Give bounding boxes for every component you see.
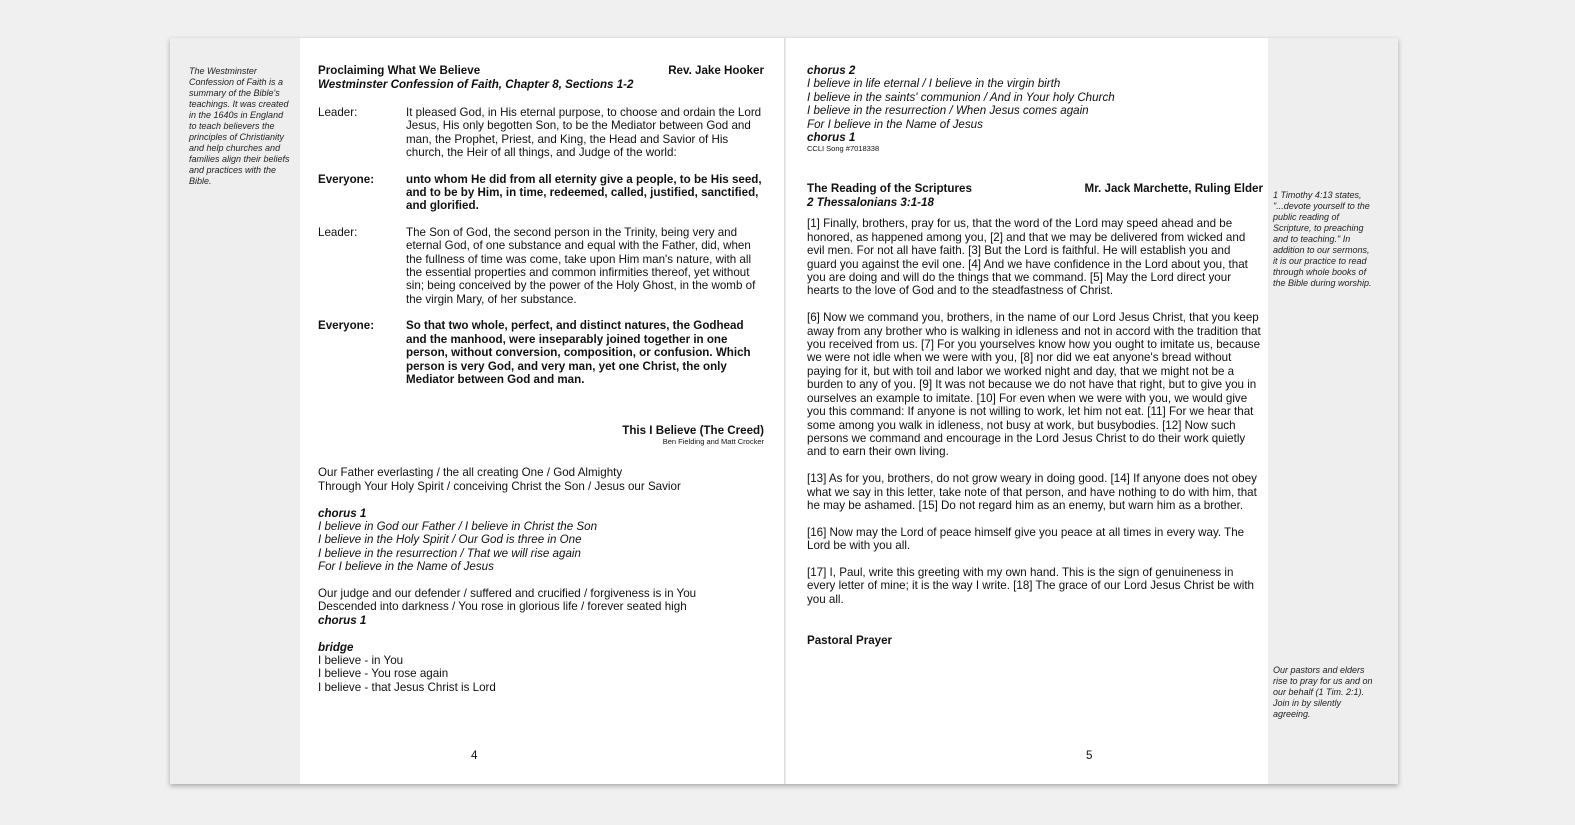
section-title: Proclaiming What We Believe bbox=[318, 64, 481, 77]
responsive-text: The Son of God, the second person in the Trinity, being very and eternal God, of one substance and equal with the Father, did, when the fullness of time was come, take upon Him man's nature, with all the essential properties and common infirmities thereof, yet without sin; being conceived by the power of the Holy Ghost, in the womb of the virgin Mary, of her substance. bbox=[406, 225, 756, 306]
scripture-paragraph: [16] Now may the Lord of peace himself give you peace at all times in every way. The Lord be with you all. bbox=[807, 525, 1245, 553]
responsive-item bbox=[318, 319, 764, 386]
lyric-line: I believe in the resurrection / When Jesus comes again bbox=[807, 104, 1089, 118]
section-heading bbox=[318, 64, 764, 78]
responsive-reading bbox=[318, 106, 764, 386]
lyric-line: I believe - that Jesus Christ is Lord bbox=[318, 680, 496, 694]
right-page bbox=[807, 64, 1263, 648]
responsive-text: So that two whole, perfect, and distinct natures, the Godhead and the manhood, were inseparably joined together in one person, without conversion, composition, or confusion. Which person is very God, and very man, yet one Christ, the only Mediator between God and man. bbox=[406, 319, 751, 386]
responsive-text: unto whom He did from all eternity give a people, to be His seed, and to be by Him, in time, redeemed, called, justified, sanctified, and glorified. bbox=[406, 172, 762, 213]
chorus-label: chorus 2 bbox=[807, 64, 856, 77]
section-leader: Rev. Jake Hooker bbox=[668, 64, 764, 77]
left-page bbox=[318, 64, 764, 694]
responsive-role: Leader: bbox=[318, 106, 358, 119]
scripture-paragraph: [17] I, Paul, write this greeting with my own hand. This is the sign of genuineness in every letter of mine; it is the way I write. [18] The grace of our Lord Jesus Christ be with you all. bbox=[807, 565, 1254, 606]
lyric-line: I believe - in You bbox=[318, 653, 404, 667]
song-lyrics-continued bbox=[807, 64, 1263, 154]
responsive-text: It pleased God, in His eternal purpose, to choose and ordain the Lord Jesus, His only begotten Son, to be the Mediator between God and man, the Prophet, Priest, and King, the Head and Savior of His church, the Heir of all things, and Judge of the world: bbox=[406, 106, 762, 160]
lyric-line: I believe in the saints' communion / And in Your holy Church bbox=[807, 90, 1115, 104]
lyric-line: Descended into darkness / You rose in glorious life / forever seated high bbox=[318, 600, 687, 614]
lyric-line: I believe in the Holy Spirit / Our God is three in One bbox=[318, 533, 582, 547]
scripture-paragraph: [6] Now we command you, brothers, in the name of our Lord Jesus Christ, that you keep away from any brother who is walking in idleness and not in accord with the tradition that you received from us. [7] For you yourselves know how you ought to imitate us, because we were not idle when we were with you, [8] nor did we eat anyone's bread without paying for it, but with toil and labor we worked night and day, that we might not be a burden to any of you. [9] It was not because we do not have that right, but to give you in ourselves an example to imitate. [10] For even when we were with you, we would give you this command: If anyone is not willing to work, let him not eat. [11] For we hear that some among you walk in idleness, not busy at work, but busybodies. [12] Now such persons we command and encourage in the Lord Jesus Christ to do their work quietly and to earn their own living. bbox=[807, 311, 1261, 459]
margin-note-prayer: Our pastors and elders rise to pray for us and on our behalf (1 Tim. 2:1). Join in by silently agreeing. bbox=[1273, 665, 1373, 719]
responsive-item bbox=[318, 106, 764, 160]
bridge-label: bridge bbox=[318, 640, 354, 654]
song-credit: Ben Fielding and Matt Crocker bbox=[662, 437, 764, 447]
reading-title: The Reading of the Scriptures bbox=[807, 182, 972, 196]
reading-heading bbox=[807, 182, 1263, 196]
left-margin-note: The Westminster Confession of Faith is a summary of the Bible's teachings. It was created in the 1640s in England to teach believers the principles of Christianity and help churches and families align their beliefs and practices with the Bible. bbox=[189, 66, 290, 186]
song-lyrics bbox=[318, 466, 764, 694]
lyric-line: Our judge and our defender / suffered and crucified / forgiveness is in You bbox=[318, 586, 697, 600]
scripture-text bbox=[807, 217, 1263, 606]
scripture-paragraph: [13] As for you, brothers, do not grow weary in doing good. [14] If anyone does not obey what we say in this letter, take note of that person, and have nothing to do with him, that he may be ashamed. [15] Do not regard him as an enemy, but warn him as a brother. bbox=[807, 472, 1257, 512]
song-title: This I Believe (The Creed) bbox=[622, 424, 764, 438]
responsive-role: Everyone: bbox=[318, 172, 375, 186]
chorus-label: chorus 1 bbox=[318, 613, 367, 627]
lyric-line: I believe in God our Father / I believe in Christ the Son bbox=[318, 519, 598, 533]
scripture-paragraph: [1] Finally, brothers, pray for us, that the word of the Lord may speed ahead and be honored, as happened among you, [2] and that we may be delivered from wicked and evil men. For not all have faith. [3] But the Lord is faithful. He will establish you and guard you against the evil one. [4] And we have confidence in the Lord about you, that you are doing and will do the things that we command. [5] May the Lord direct your hearts to the love of God and to the steadfastness of Christ. bbox=[807, 217, 1248, 298]
prayer-heading bbox=[807, 634, 1263, 648]
chorus-label: chorus 1 bbox=[807, 131, 856, 145]
confession-reference: Westminster Confession of Faith, Chapter 8, Sections 1-2 bbox=[318, 78, 634, 91]
lyric-line: For I believe in the Name of Jesus bbox=[807, 117, 983, 131]
reading-leader: Mr. Jack Marchette, Ruling Elder bbox=[1084, 182, 1263, 196]
scripture-reference: 2 Thessalonians 3:1-18 bbox=[807, 196, 934, 210]
margin-note-reading: 1 Timothy 4:13 states, "...devote yourself to the public reading of Scripture, to preaching and to teaching." In addition to our sermons, it is our practice to read through whole books of the Bible during worship. bbox=[1273, 190, 1372, 288]
lyric-line: Our Father everlasting / the all creating One / God Almighty bbox=[318, 466, 623, 480]
page-number-right: 5 bbox=[1086, 749, 1093, 762]
responsive-item bbox=[318, 173, 764, 213]
lyric-line: Through Your Holy Spirit / conceiving Christ the Son / Jesus our Savior bbox=[318, 479, 681, 493]
lyric-line: For I believe in the Name of Jesus bbox=[318, 560, 494, 574]
lyric-line: I believe in the resurrection / That we will rise again bbox=[318, 546, 581, 560]
ccli-number: CCLI Song #7018338 bbox=[807, 144, 880, 154]
page-gutter bbox=[784, 38, 786, 784]
responsive-item bbox=[318, 226, 764, 306]
prayer-title: Pastoral Prayer bbox=[807, 634, 893, 648]
responsive-role: Leader: bbox=[318, 225, 358, 239]
responsive-role: Everyone: bbox=[318, 319, 375, 333]
chorus-label: chorus 1 bbox=[318, 506, 367, 520]
lyric-line: I believe - You rose again bbox=[318, 667, 449, 681]
booklet-spread bbox=[170, 38, 1398, 784]
lyric-line: I believe in life eternal / I believe in the virgin birth bbox=[807, 77, 1061, 91]
page-number-left: 4 bbox=[471, 749, 478, 762]
